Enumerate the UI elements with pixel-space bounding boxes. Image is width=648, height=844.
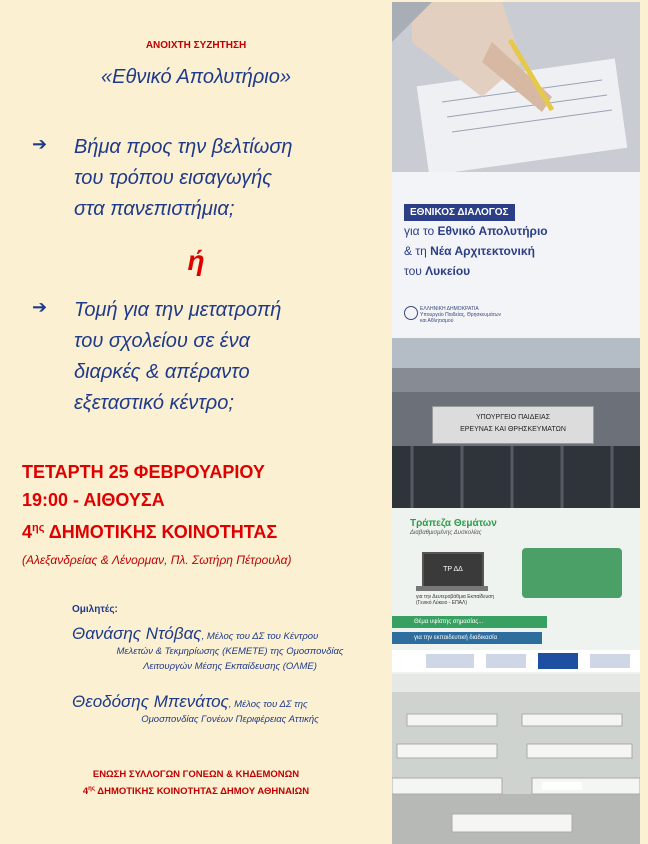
event-title: «Εθνικό Απολυτήριο» (101, 66, 291, 88)
event-date: ΤΕΤΑΡΤΗ 25 ΦΕΒΡΟΥΑΡΙΟΥ (22, 462, 265, 482)
exam-classroom-photo (392, 674, 640, 844)
image-column (392, 0, 640, 844)
speaker-one: Θανάσης Ντόβας, Μέλος του ΔΣ του Κέντρου Μελετών & Τεκμηρίωσης (ΚΕΜΕΤΕ) της Ομοσπονδίας Λειτουργών Μέσης Εκπαίδευσης (ΟΛΜΕ) (72, 624, 344, 672)
ministry-sign: ΥΠΟΥΡΓΕΙΟ ΠΑΙΔΕΙΑΣ ΕΡΕΥΝΑΣ ΚΑΙ ΘΡΗΣΚΕΥΜΑΤΩΝ (432, 406, 594, 444)
dialogue-line-1: για το Εθνικό Απολυτήριο (404, 224, 548, 238)
laptop-base (416, 586, 488, 591)
speaker-two-name: Θεοδόσης Μπενάτος (72, 692, 229, 711)
sponsor-logos (392, 650, 640, 672)
event-time-place: 19:00 - ΑΙΘΟΥΣΑ (22, 490, 165, 510)
exam-writing-photo (392, 2, 640, 172)
classroom-illustration (392, 674, 640, 844)
speakers-label: Ομιλητές: (72, 604, 118, 615)
ministry-logo-icon (426, 654, 474, 668)
arrow-icon: ➔ (32, 134, 48, 154)
espa-logo-icon (538, 653, 578, 669)
event-overline: ΑΝΟΙΧΤΗ ΣΥΖΗΤΗΣΗ (145, 40, 247, 51)
republic-emblem-icon (404, 306, 418, 320)
dialogue-line-3: του Λυκείου (404, 264, 471, 278)
organizer: ΕΝΩΣΗ ΣΥΛΛΟΓΩΝ ΓΟΝΕΩΝ & ΚΗΔΕΜΟΝΩΝ $4^{\eta\varsigma}$ ΔΗΜΟΤΙΚΗΣ ΚΟΙΝΟΤΗΤΑΣ ΔΗΜΟΥ ΑΘΗΝΑΙΩΝ (82, 769, 310, 798)
ministry-building-photo (392, 338, 640, 508)
event-address: (Αλεξανδρείας & Λένορμαν, Πλ. Σωτήρη Πέτρουλα) (22, 553, 292, 567)
dialogue-line-2: & τη Νέα Αρχιτεκτονική (404, 244, 535, 258)
programs-logo-icon (590, 654, 630, 668)
speaker-one-name: Θανάσης Ντόβας (72, 624, 202, 643)
dialogue-banner: ΕΘΝΙΚΟΣ ΔΙΑΛΟΓΟΣ (404, 204, 515, 221)
question-one: Βήμα προς την βελτίωση του τρόπου εισαγωγής στα πανεπιστήμια; (74, 136, 293, 220)
question-bank-graphic (392, 508, 640, 674)
national-dialogue-graphic (392, 172, 640, 338)
laptop-icon: ΤΡ ΔΔ (422, 552, 484, 588)
question-two: Τομή για την μετατροπή του σχολείου σε ένα διαρκές & απέραντο εξεταστικό κέντρο; (74, 299, 282, 414)
question-bank-title: Τράπεζα Θεμάτων (410, 518, 497, 529)
question-bank-bar-1: Θέμα υψίστης σημασίας... (392, 616, 547, 628)
question-bank-scope: για την Δευτεροβάθμια Εκπαίδευση (Γενικό Λύκειο - ΕΠΑΛ) (416, 594, 495, 606)
republic-text: ΕΛΛΗΝΙΚΗ ΔΗΜΟΚΡΑΤΙΑ Υπουργείο Παιδείας, Θρησκευμάτων και Αθλητισμού (420, 306, 502, 324)
question-bank-subtitle: Διαβαθμισμένης Δυσκολίας (410, 530, 482, 536)
speaker-two: Θεοδόσης Μπενάτος, Μέλος του ΔΣ της Ομοσπονδίας Γονέων Περιφέρειας Αττικής (72, 692, 319, 725)
or-word: ή (187, 245, 205, 276)
eu-flag-icon (486, 654, 526, 668)
dashboard-illustration (522, 548, 622, 598)
arrow-icon: ➔ (32, 297, 48, 317)
exam-writing-illustration (392, 2, 640, 172)
event-community: $4^{\eta\varsigma}$ ΔΗΜΟΤΙΚΗΣ ΚΟΙΝΟΤΗΤΑΣ (22, 522, 278, 542)
question-bank-bar-2: για την εκπαιδευτική διαδικασία (392, 632, 542, 644)
